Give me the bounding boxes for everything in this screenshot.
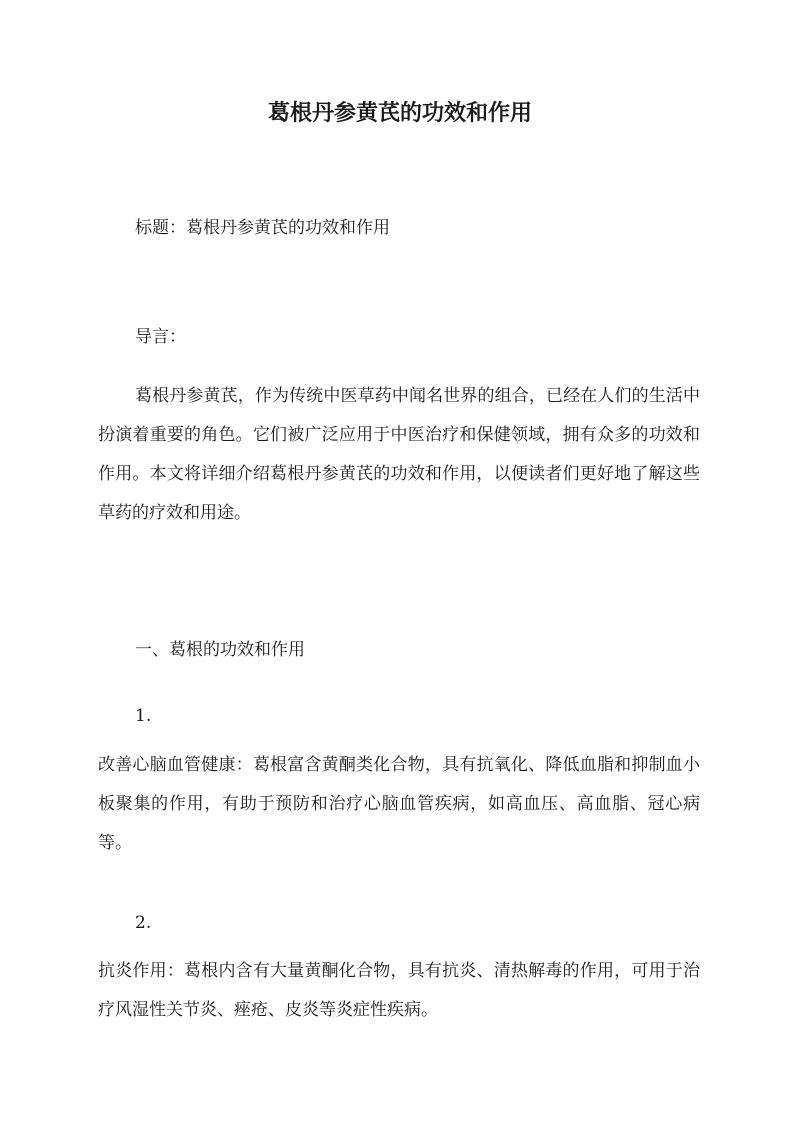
list-item-number: 1. (135, 706, 152, 726)
list-item-number: 2. (135, 913, 152, 933)
list-item-text: 抗炎作用：葛根内含有大量黄酮化合物，具有抗炎、清热解毒的作用，可用于治疗风湿性关节炎、痤疮、皮炎等炎症性疾病。 (98, 961, 700, 1020)
intro-paragraph: 葛根丹参黄芪，作为传统中医草药中闻名世界的组合，已经在人们的生活中扮演着重要的角色。它们被广泛应用于中医治疗和保健领域，拥有众多的功效和作用。本文将详细介绍葛根丹参黄芪的功效和作用，以便读者们更好地了解这些草药的疗效和用途。 (98, 386, 700, 523)
intro-heading: 导言： (135, 327, 186, 347)
subtitle: 标题：葛根丹参黄芪的功效和作用 (135, 218, 390, 238)
section-1-heading: 一、葛根的功效和作用 (135, 640, 305, 660)
list-item-text: 改善心脑血管健康：葛根富含黄酮类化合物，具有抗氧化、降低血脂和抑制血小板聚集的作用，有助于预防和治疗心脑血管疾病，如高血压、高血脂、冠心病等。 (98, 755, 700, 853)
document-title: 葛根丹参黄芪的功效和作用 (267, 100, 532, 126)
